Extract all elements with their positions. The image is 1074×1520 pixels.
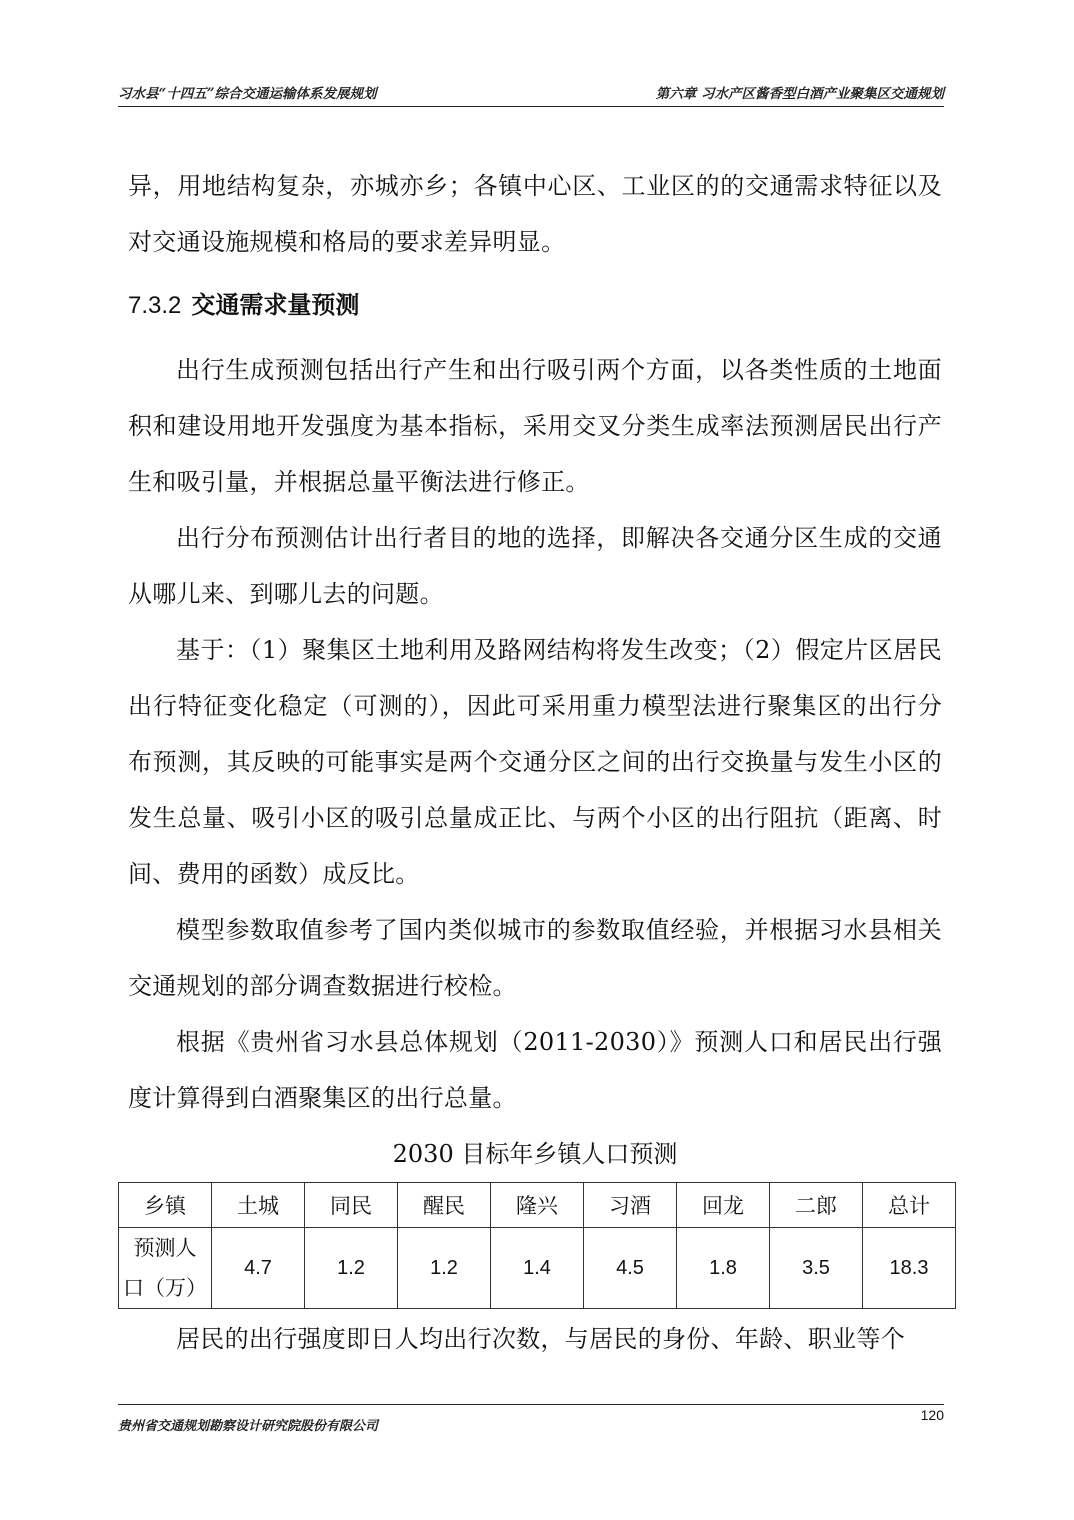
section-heading — [128, 270, 942, 342]
paragraph-gravity-model: 基于：（1）聚集区土地利用及路网结构将发生改变；（2）假定片区居民出行特征变化稳定（可测的），因此可采用重力模型法进行聚集区的出行分布预测，其反映的可能事实是两个交通分区之间的出行交换量与发生小区的发生总量、吸引小区的吸引总量成正比、与两个小区的出行阻抗（距离、时间、费用的函数）成反比。 — [128, 636, 942, 888]
paragraph-master-plan: 根据《贵州省习水县总体规划（2011-2030）》预测人口和居民出行强度计算得到白酒聚集区的出行总量。 — [128, 1028, 942, 1112]
table-header-cell: 总计 — [863, 1183, 956, 1228]
table-cell: 3.5 — [770, 1228, 863, 1309]
header-left-title: 习水县“十四五”综合交通运输体系发展规划 — [118, 86, 377, 102]
paragraph-trip-intensity: 居民的出行强度即日人均出行次数，与居民的身份、年龄、职业等个 — [176, 1325, 905, 1353]
footer-organization: 贵州省交通规划勘察设计研究院股份有限公司 — [118, 1419, 379, 1434]
table-cell: 18.3 — [863, 1228, 956, 1309]
table-cell: 4.7 — [212, 1228, 305, 1309]
population-table — [118, 1182, 956, 1309]
paragraph-trip-generation: 出行生成预测包括出行产生和出行吸引两个方面，以各类性质的土地面积和建设用地开发强度为基本指标，采用交叉分类生成率法预测居民出行产生和吸引量，并根据总量平衡法进行修正。 — [128, 356, 942, 496]
table-cell: 4.5 — [584, 1228, 677, 1309]
row-label-line: 预测人 — [133, 1236, 197, 1260]
paragraph-continued: 异，用地结构复杂，亦城亦乡；各镇中心区、工业区的的交通需求特征以及对交通设施规模和格局的要求差异明显。 — [128, 172, 942, 256]
table-title: 2030 目标年乡镇人口预测 — [392, 1140, 678, 1168]
table-header-cell: 同民 — [305, 1183, 398, 1228]
table-row-label — [119, 1228, 212, 1309]
table-cell: 1.8 — [677, 1228, 770, 1309]
header-right-title: 第六章 习水产区酱香型白酒产业聚集区交通规划 — [655, 86, 944, 102]
table-cell: 1.2 — [398, 1228, 491, 1309]
page-content — [123, 158, 942, 1367]
paragraph-trip-distribution: 出行分布预测估计出行者目的地的选择，即解决各交通分区生成的交通从哪儿来、到哪儿去的问题。 — [128, 524, 942, 608]
table-header-cell: 乡镇 — [119, 1183, 212, 1228]
table-cell: 1.4 — [491, 1228, 584, 1309]
table-cell: 1.2 — [305, 1228, 398, 1309]
table-header-cell: 隆兴 — [491, 1183, 584, 1228]
row-label-line: 口（万） — [123, 1276, 207, 1300]
page-footer — [118, 1404, 944, 1434]
section-number: 7.3.2 — [128, 292, 182, 319]
table-header-cell: 醒民 — [398, 1183, 491, 1228]
table-header-cell: 土城 — [212, 1183, 305, 1228]
table-header-row — [119, 1183, 956, 1228]
page-number: 120 — [920, 1407, 944, 1423]
paragraph-model-parameters: 模型参数取值参考了国内类似城市的参数取值经验，并根据习水县相关交通规划的部分调查数据进行校检。 — [128, 916, 942, 1000]
table-header-cell: 二郎 — [770, 1183, 863, 1228]
section-title: 交通需求量预测 — [191, 292, 360, 319]
table-header-cell: 回龙 — [677, 1183, 770, 1228]
table-row — [119, 1228, 956, 1309]
table-header-cell: 习酒 — [584, 1183, 677, 1228]
page-header — [118, 76, 944, 107]
